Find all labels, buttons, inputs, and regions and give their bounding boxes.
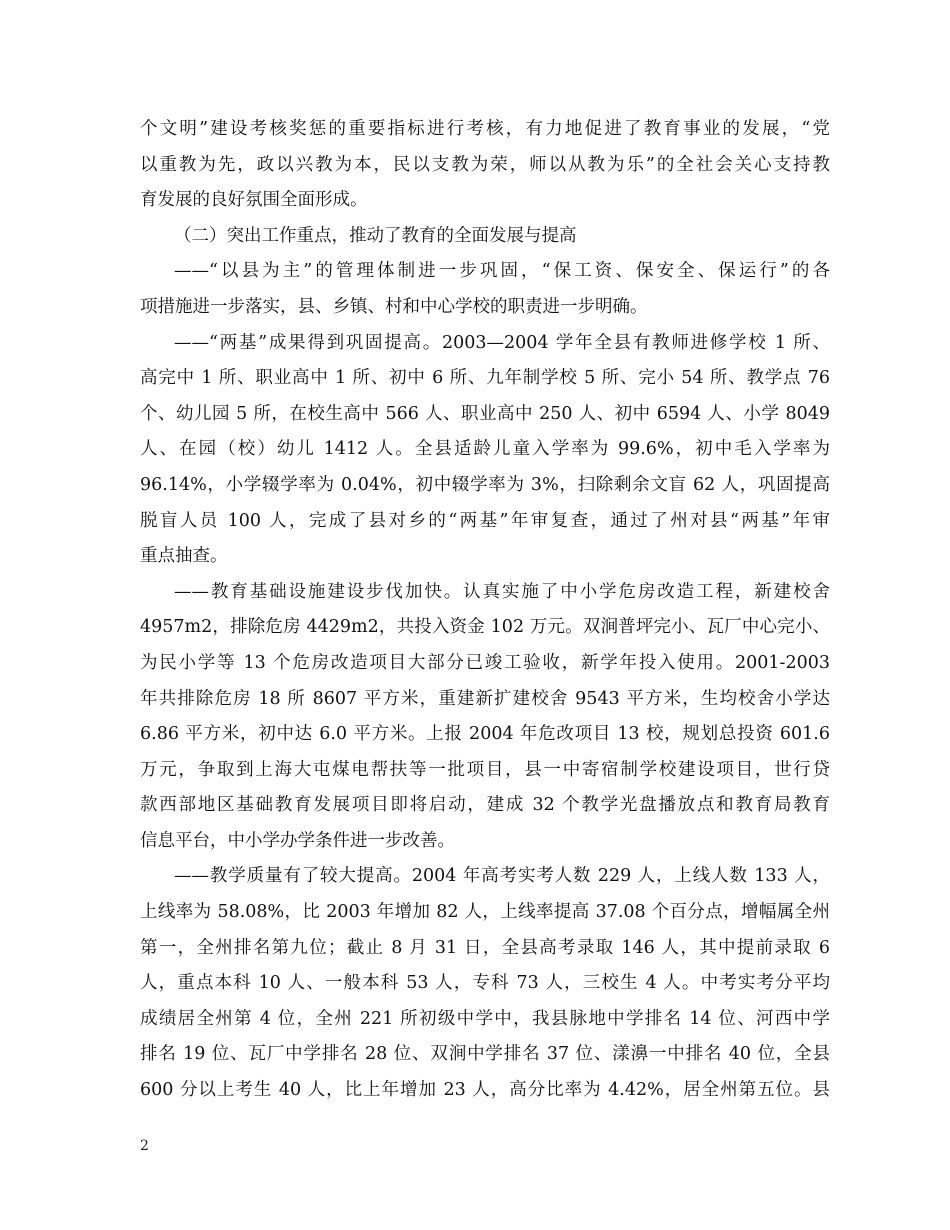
text-line: 个文明”建设考核奖惩的重要指标进行考核，有力地促进了教育事业的发展，“党 bbox=[140, 119, 830, 139]
section-heading: （二）突出工作重点，推动了教育的全面发展与提高 bbox=[174, 225, 577, 246]
text-line: 万元，争取到上海大屯煤电帮扶等一批项目，县一中寄宿制学校建设项目，世行贷 bbox=[140, 759, 830, 780]
text-line: ——教学质量有了较大提高。2004 年高考实考人数 229 人，上线人数 133 人， bbox=[174, 866, 830, 887]
text-line: 第一，全州排名第九位；截止 8 月 31 日，全县高考录取 146 人，其中提前录取 6 bbox=[140, 937, 830, 958]
text-line: 为民小学等 13 个危房改造项目大部分已竣工验收，新学年投入使用。2001-2003 bbox=[140, 652, 830, 673]
page-number: 2 bbox=[140, 1138, 149, 1154]
text-line: 人、在园（校）幼儿 1412 人。全县适龄儿童入学率为 99.6%，初中毛入学率为 bbox=[140, 439, 830, 460]
text-line: ——“两基”成果得到巩固提高。2003—2004 学年全县有教师进修学校 1 所、 bbox=[174, 332, 830, 353]
text-line: 信息平台，中小学办学条件进一步改善。 bbox=[140, 830, 455, 851]
text-line: 96.14%，小学辍学率为 0.04%，初中辍学率为 3%，扫除剩余文盲 62 人，巩固提高 bbox=[140, 474, 830, 495]
text-line: 项措施进一步落实，县、乡镇、村和中心学校的职责进一步明确。 bbox=[140, 296, 648, 317]
text-line: 4957m2，排除危房 4429m2，共投入资金 102 万元。双涧普坪完小、瓦厂中心完小、 bbox=[140, 617, 830, 638]
text-line: 6.86 平方米，初中达 6.0 平方米。上报 2004 年危改项目 13 校，规划总投资 601.6 bbox=[140, 724, 830, 745]
text-line: ——“以县为主”的管理体制进一步巩固，“保工资、保安全、保运行”的各 bbox=[174, 261, 830, 282]
text-line: 育发展的良好氛围全面形成。 bbox=[140, 190, 368, 211]
text-line: 人，重点本科 10 人、一般本科 53 人，专科 73 人，三校生 4 人。中考实考分平均 bbox=[140, 973, 830, 994]
text-line: 高完中 1 所、职业高中 1 所、初中 6 所、九年制学校 5 所、完小 54 所、教学点 76 bbox=[140, 368, 830, 389]
text-line: 脱盲人员 100 人，完成了县对乡的“两基”年审复查，通过了州对县“两基”年审 bbox=[140, 510, 830, 531]
text-line: 个、幼儿园 5 所，在校生高中 566 人、职业高中 250 人、初中 6594 人、小学 8049 bbox=[140, 403, 830, 424]
text-line: ——教育基础设施建设步伐加快。认真实施了中小学危房改造工程，新建校舍 bbox=[174, 581, 830, 602]
text-line: 成绩居全州第 4 位，全州 221 所初级中学中，我县脉地中学排名 14 位、河西中学 bbox=[140, 1008, 830, 1029]
text-line: 上线率为 58.08%，比 2003 年增加 82 人，上线率提高 37.08 个百分点，增幅属全州 bbox=[140, 902, 830, 923]
text-line: 重点抽查。 bbox=[140, 546, 228, 567]
text-line: 款西部地区基础教育发展项目即将启动，建成 32 个教学光盘播放点和教育局教育 bbox=[140, 795, 830, 816]
text-line: 以重教为先，政以兴教为本，民以支教为荣，师以从教为乐”的全社会关心支持教 bbox=[140, 154, 830, 175]
body-text bbox=[140, 112, 830, 1109]
text-line: 排名 19 位、瓦厂中学排名 28 位、双涧中学排名 37 位、漾濞一中排名 40 位，全县 bbox=[140, 1044, 830, 1065]
text-line: 600 分以上考生 40 人，比上年增加 23 人，高分比率为 4.42%，居全州第五位。县 bbox=[140, 1080, 830, 1101]
text-line: 年共排除危房 18 所 8607 平方米，重建新扩建校舍 9543 平方米，生均校舍小学达 bbox=[140, 688, 830, 709]
